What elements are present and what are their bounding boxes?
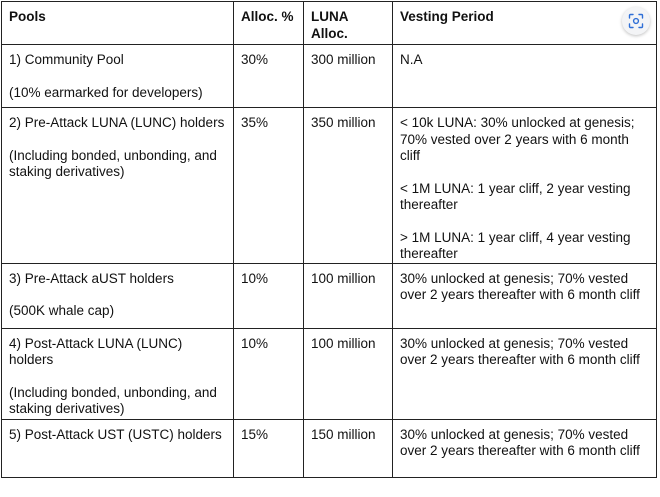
alloc-pct-cell: 15% (234, 419, 304, 477)
alloc-pct-cell: 10% (234, 328, 304, 419)
luna-alloc-cell: 150 million (304, 419, 393, 477)
scan-text-button[interactable] (622, 7, 650, 35)
vesting-text: N.A (400, 52, 423, 67)
header-luna-alloc (304, 2, 393, 45)
pool-note: (Including bonded, unbonding, and staking derivatives) (9, 147, 217, 179)
table-header-row (2, 2, 657, 45)
table-row (2, 45, 657, 108)
header-luna-alloc-line1: LUNA (311, 9, 349, 24)
vesting-text: 30% unlocked at genesis; 70% vested over 2 years thereafter with 6 month cliff (400, 426, 640, 458)
vesting-text: < 10k LUNA: 30% unlocked at genesis; 70% vested over 2 years with 6 month cliff (400, 115, 635, 163)
pool-name: 4) Post-Attack LUNA (LUNC) holders (9, 335, 183, 367)
pool-note: (10% earmarked for developers) (9, 84, 203, 100)
pool-cell (2, 419, 234, 477)
vesting-cell (393, 45, 657, 108)
header-vesting: Vesting Period (393, 2, 657, 45)
vesting-cell (393, 108, 657, 264)
pool-cell (2, 263, 234, 328)
pool-cell (2, 45, 234, 108)
pool-note: (Including bonded, unbonding, and staking derivatives) (9, 384, 217, 416)
vesting-text: 30% unlocked at genesis; 70% vested over 2 years thereafter with 6 month cliff (400, 270, 640, 302)
luna-alloc-cell: 350 million (304, 108, 393, 264)
pool-note: (500K whale cap) (9, 303, 115, 318)
vesting-text: < 1M LUNA: 1 year cliff, 2 year vesting thereafter (400, 180, 631, 212)
pool-cell (2, 108, 234, 264)
table-row (2, 328, 657, 419)
table-row (2, 108, 657, 264)
vesting-text: > 1M LUNA: 1 year cliff, 4 year vesting thereafter (400, 229, 631, 261)
header-alloc-pct: Alloc. % (234, 2, 304, 45)
vesting-cell (393, 263, 657, 328)
pool-cell (2, 328, 234, 419)
table-row (2, 419, 657, 477)
vesting-cell (393, 419, 657, 477)
luna-alloc-cell: 100 million (304, 263, 393, 328)
vesting-text: 30% unlocked at genesis; 70% vested over 2 years thereafter with 6 month cliff (400, 335, 640, 367)
luna-alloc-cell: 300 million (304, 45, 393, 108)
allocation-table (1, 1, 657, 478)
pool-name: 5) Post-Attack UST (USTC) holders (9, 426, 222, 442)
alloc-pct-cell: 30% (234, 45, 304, 108)
pool-name: 1) Community Pool (9, 52, 124, 67)
luna-alloc-cell: 100 million (304, 328, 393, 419)
table-row (2, 263, 657, 328)
scan-text-icon (628, 13, 644, 29)
alloc-pct-cell: 10% (234, 263, 304, 328)
header-pools: Pools (2, 2, 234, 45)
header-luna-alloc-line2: Alloc. (311, 25, 348, 41)
pool-name: 3) Pre-Attack aUST holders (9, 270, 174, 286)
pool-name: 2) Pre-Attack LUNA (LUNC) holders (9, 115, 225, 130)
alloc-pct-cell: 35% (234, 108, 304, 264)
vesting-cell (393, 328, 657, 419)
